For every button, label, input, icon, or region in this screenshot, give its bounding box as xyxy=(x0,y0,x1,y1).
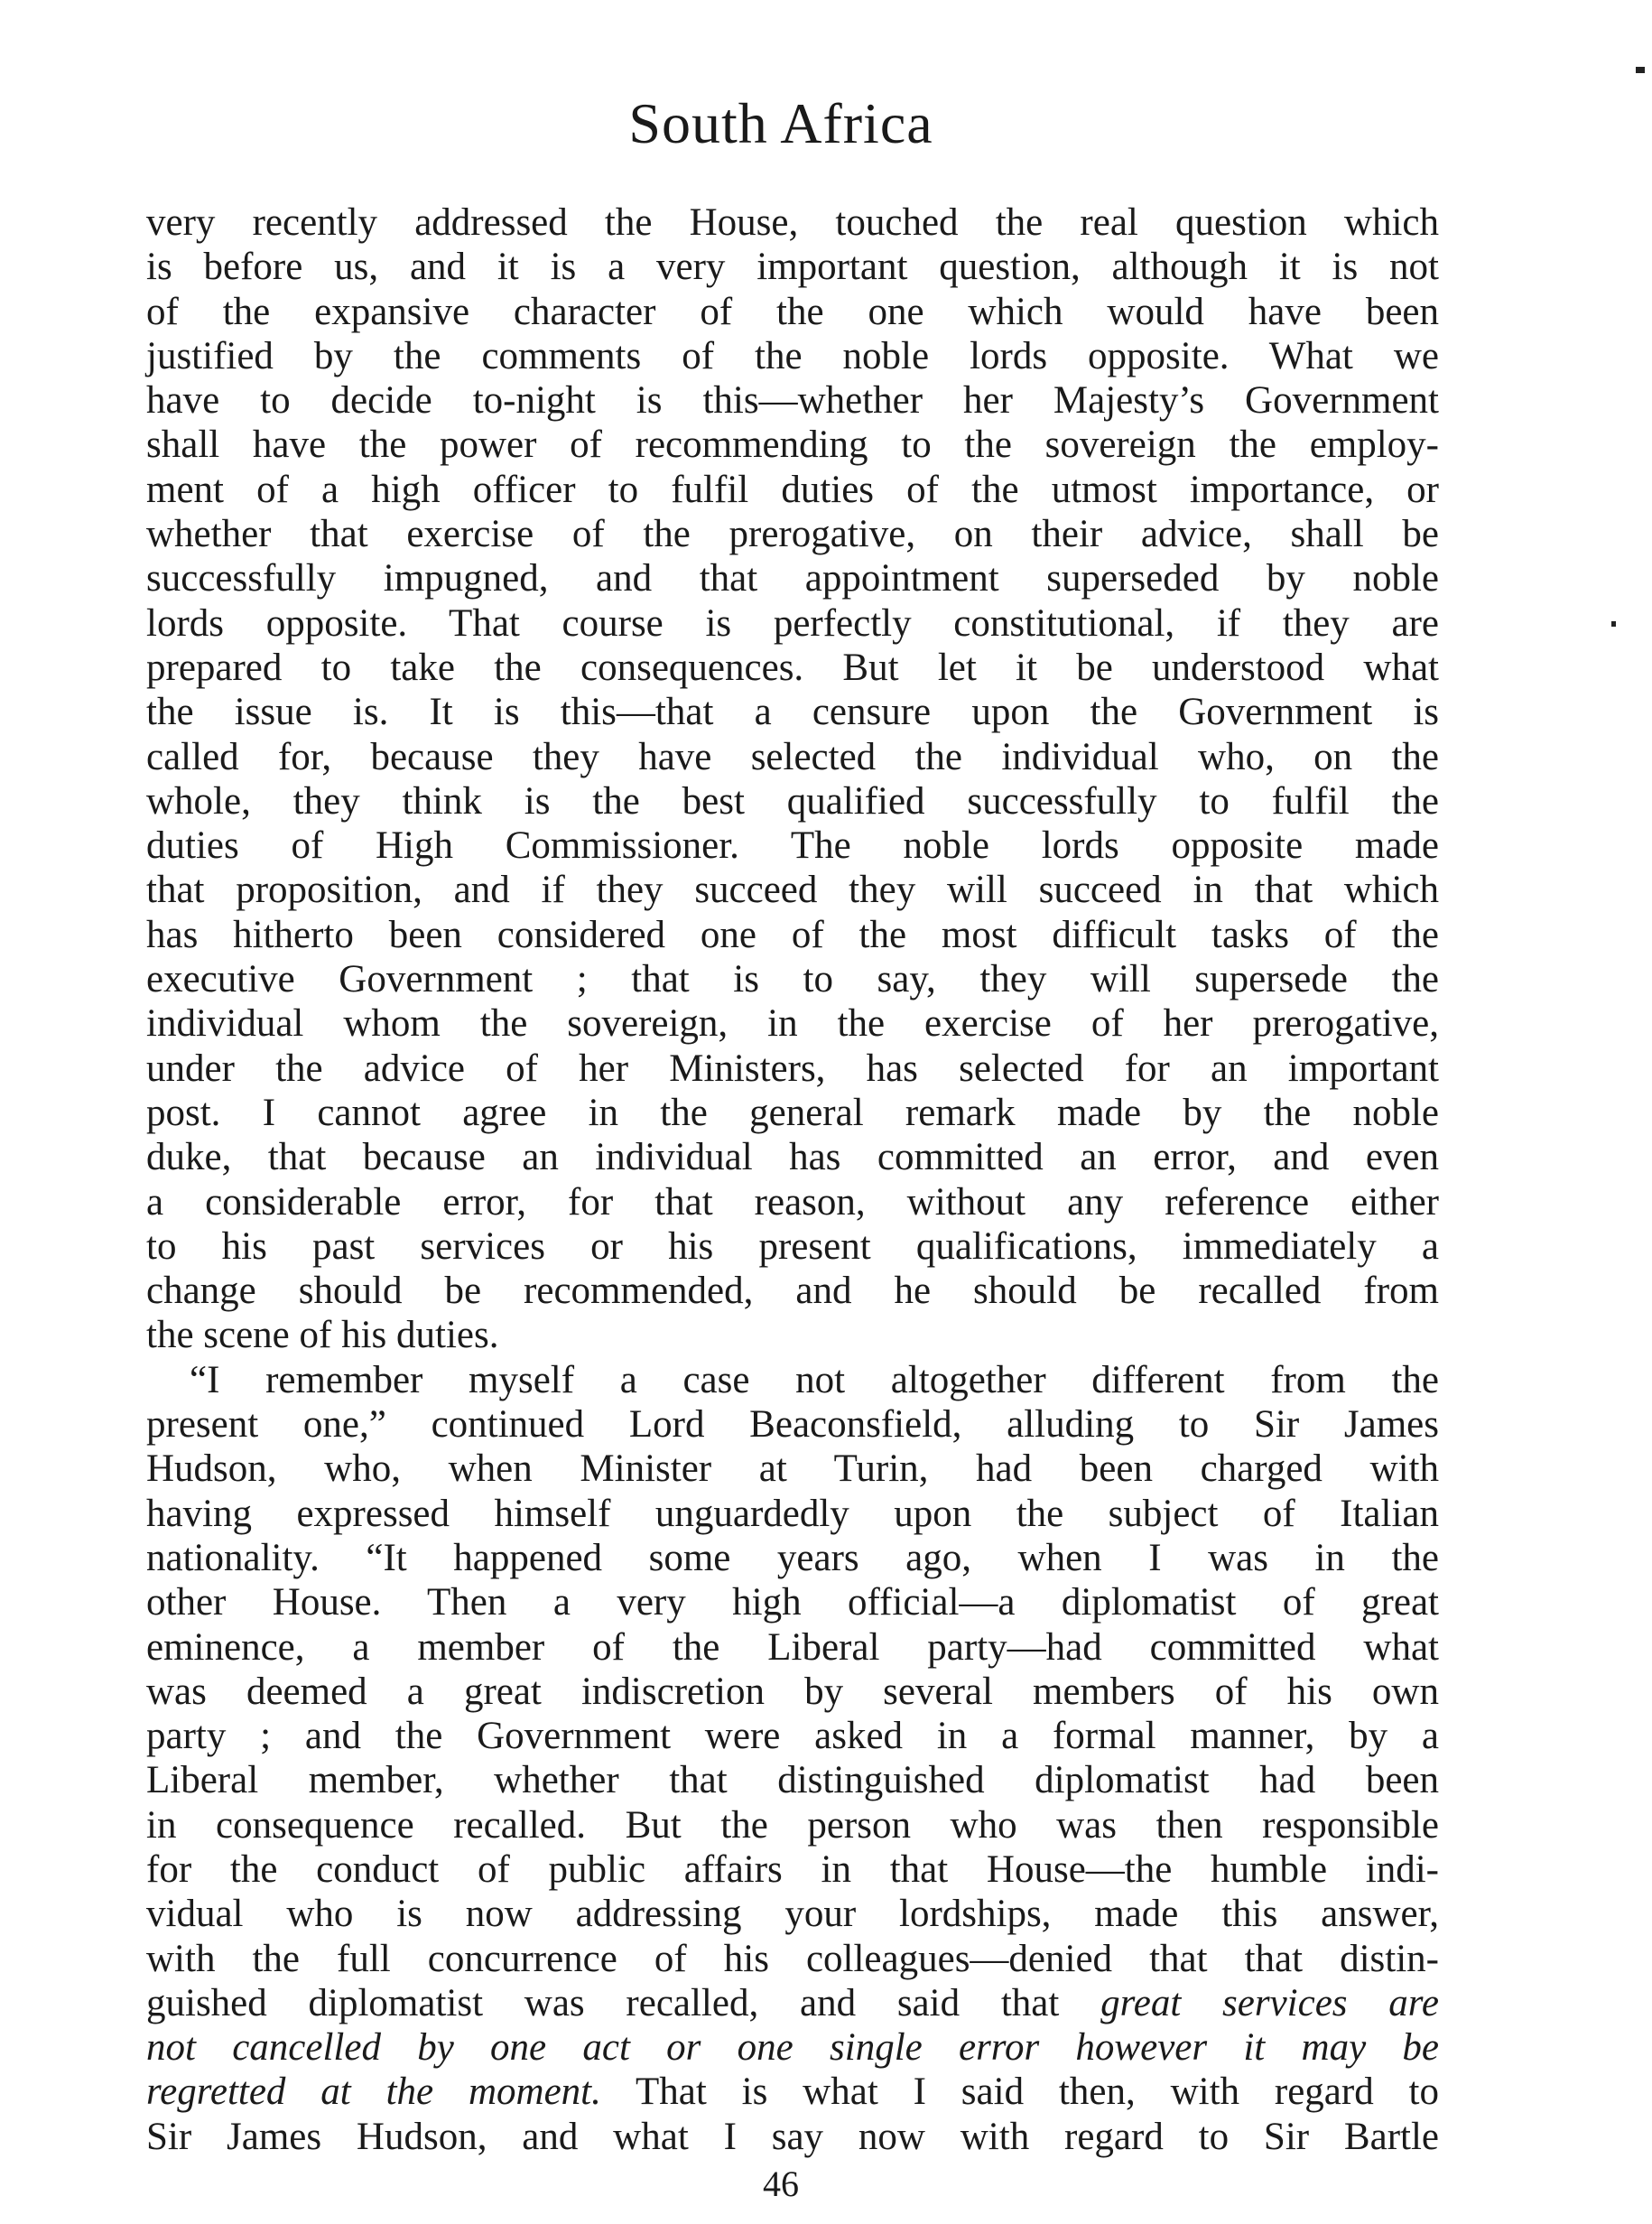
text-segment: ment of a high officer to fulfil duties of the utmost importance, or xyxy=(146,468,1439,511)
text-segment: party ; and the Government were asked in a formal manner, by a xyxy=(146,1715,1439,1758)
text-segment: justified by the comments of the noble lords opposite. What we xyxy=(146,334,1439,377)
text-segment: duke, that because an individual has committed an error, and even xyxy=(146,1136,1439,1179)
text-segment: successfully impugned, and that appointment superseded by noble xyxy=(146,557,1439,600)
scan-speck xyxy=(1611,621,1616,627)
text-segment: post. I cannot agree in the general remark made by the noble xyxy=(146,1091,1439,1134)
text-segment: “I remember myself a case not altogether different from the xyxy=(190,1358,1439,1401)
text-line xyxy=(146,1981,1439,2025)
text-segment: called for, because they have selected the individual who, on the xyxy=(146,735,1439,778)
text-segment: whether that exercise of the prerogative, on their advice, shall be xyxy=(146,513,1439,556)
text-segment: to his past services or his present qualifications, immediately a xyxy=(146,1224,1439,1268)
italic-text-segment: great services are xyxy=(1100,1981,1439,2024)
text-line xyxy=(146,200,1439,245)
text-segment: Sir James Hudson, and what I say now with regard to Sir Bartle xyxy=(146,2115,1439,2158)
text-line xyxy=(146,1313,1439,1357)
page-title: South Africa xyxy=(628,91,933,155)
text-line xyxy=(146,512,1439,556)
page-number: 46 xyxy=(763,2164,799,2204)
text-segment: Hudson, who, when Minister at Turin, had been charged with xyxy=(146,1447,1439,1491)
text-segment: with the full concurrence of his colleagues—denied that that distin- xyxy=(146,1937,1439,1980)
text-segment: lords opposite. That course is perfectly constitutional, if they are xyxy=(146,601,1439,645)
text-line xyxy=(146,824,1439,868)
text-segment: whole, they think is the best qualified successfully to fulfil the xyxy=(146,779,1439,823)
italic-text-segment: regretted at the moment. xyxy=(146,2070,601,2114)
text-segment: eminence, a member of the Liberal party—had committed what xyxy=(146,1625,1439,1669)
italic-text-segment: not cancelled by one act or one single error however it may be xyxy=(146,2026,1439,2070)
text-segment: guished diplomatist was recalled, and said that xyxy=(146,1981,1101,2024)
text-segment: prepared to take the consequences. But let it be understood what xyxy=(146,646,1439,689)
text-line xyxy=(146,290,1439,334)
scan-speck xyxy=(1636,67,1645,73)
text-line xyxy=(146,1758,1439,1802)
text-line xyxy=(146,1670,1439,1714)
text-segment: is before us, and it is a very important question, although it is not xyxy=(146,246,1439,289)
text-segment: a considerable error, for that reason, without any reference either xyxy=(146,1180,1439,1224)
text-line xyxy=(146,423,1439,467)
text-line xyxy=(146,690,1439,734)
text-line xyxy=(146,1625,1439,1670)
text-segment: under the advice of her Ministers, has selected for an important xyxy=(146,1047,1439,1090)
text-line xyxy=(146,1402,1439,1447)
text-line xyxy=(146,735,1439,779)
text-segment: shall have the power of recommending to the sovereign the employ- xyxy=(146,423,1439,467)
text-line xyxy=(146,779,1439,824)
text-line xyxy=(146,1047,1439,1091)
text-line xyxy=(146,1714,1439,1758)
text-segment: Liberal member, whether that distinguished diplomatist had been xyxy=(146,1759,1439,1802)
text-segment: other House. Then a very high official—a diplomatist of great xyxy=(146,1581,1439,1624)
text-segment: very recently addressed the House, touched the real question which xyxy=(146,201,1439,244)
text-line xyxy=(146,913,1439,957)
text-segment: having expressed himself unguardedly upon the subject of Italian xyxy=(146,1492,1439,1535)
text-line xyxy=(146,1492,1439,1536)
text-line xyxy=(146,2025,1439,2070)
text-line xyxy=(146,2115,1439,2159)
text-segment: have to decide to-night is this—whether her Majesty’s Government xyxy=(146,379,1439,423)
text-line xyxy=(146,2070,1439,2114)
text-segment: for the conduct of public affairs in that House—the humble indi- xyxy=(146,1847,1439,1891)
text-line xyxy=(146,1580,1439,1624)
text-line xyxy=(146,1135,1439,1179)
text-line xyxy=(146,1536,1439,1580)
text-segment: the issue is. It is this—that a censure upon the Government is xyxy=(146,691,1439,734)
text-line xyxy=(146,1001,1439,1046)
text-line xyxy=(146,468,1439,512)
text-line xyxy=(146,1447,1439,1491)
text-line xyxy=(146,868,1439,912)
text-segment: present one,” continued Lord Beaconsfield, alluding to Sir James xyxy=(146,1403,1439,1447)
body-text xyxy=(146,200,1439,2159)
text-line xyxy=(146,1937,1439,1981)
text-line xyxy=(146,1224,1439,1269)
text-line xyxy=(146,378,1439,423)
text-line xyxy=(146,601,1439,646)
text-line xyxy=(146,1269,1439,1313)
text-segment: That is what I said then, with regard to xyxy=(600,2070,1440,2114)
text-line xyxy=(146,334,1439,378)
text-line xyxy=(146,646,1439,690)
text-line xyxy=(146,1358,1439,1402)
text-segment: nationality. “It happened some years ago, when I was in the xyxy=(146,1536,1439,1579)
text-line xyxy=(146,556,1439,600)
text-segment: the scene of his duties. xyxy=(146,1314,499,1357)
text-segment: executive Government ; that is to say, they will supersede the xyxy=(146,958,1439,1001)
text-line xyxy=(146,245,1439,289)
text-line xyxy=(146,1847,1439,1892)
text-segment: change should be recommended, and he should be recalled from xyxy=(146,1270,1439,1313)
text-line xyxy=(146,1803,1439,1847)
text-segment: was deemed a great indiscretion by several members of his own xyxy=(146,1670,1439,1713)
text-segment: that proposition, and if they succeed they will succeed in that which xyxy=(146,869,1439,912)
text-line xyxy=(146,1892,1439,1936)
text-segment: vidual who is now addressing your lordships, made this answer, xyxy=(146,1893,1439,1936)
text-line xyxy=(146,1091,1439,1135)
text-segment: in consequence recalled. But the person who was then responsible xyxy=(146,1803,1439,1847)
text-line xyxy=(146,957,1439,1001)
text-line xyxy=(146,1180,1439,1224)
text-segment: individual whom the sovereign, in the exercise of her prerogative, xyxy=(146,1002,1439,1046)
text-segment: of the expansive character of the one which would have been xyxy=(146,290,1439,333)
text-segment: duties of High Commissioner. The noble lords opposite made xyxy=(146,824,1439,868)
text-segment: has hitherto been considered one of the most difficult tasks of the xyxy=(146,913,1439,956)
